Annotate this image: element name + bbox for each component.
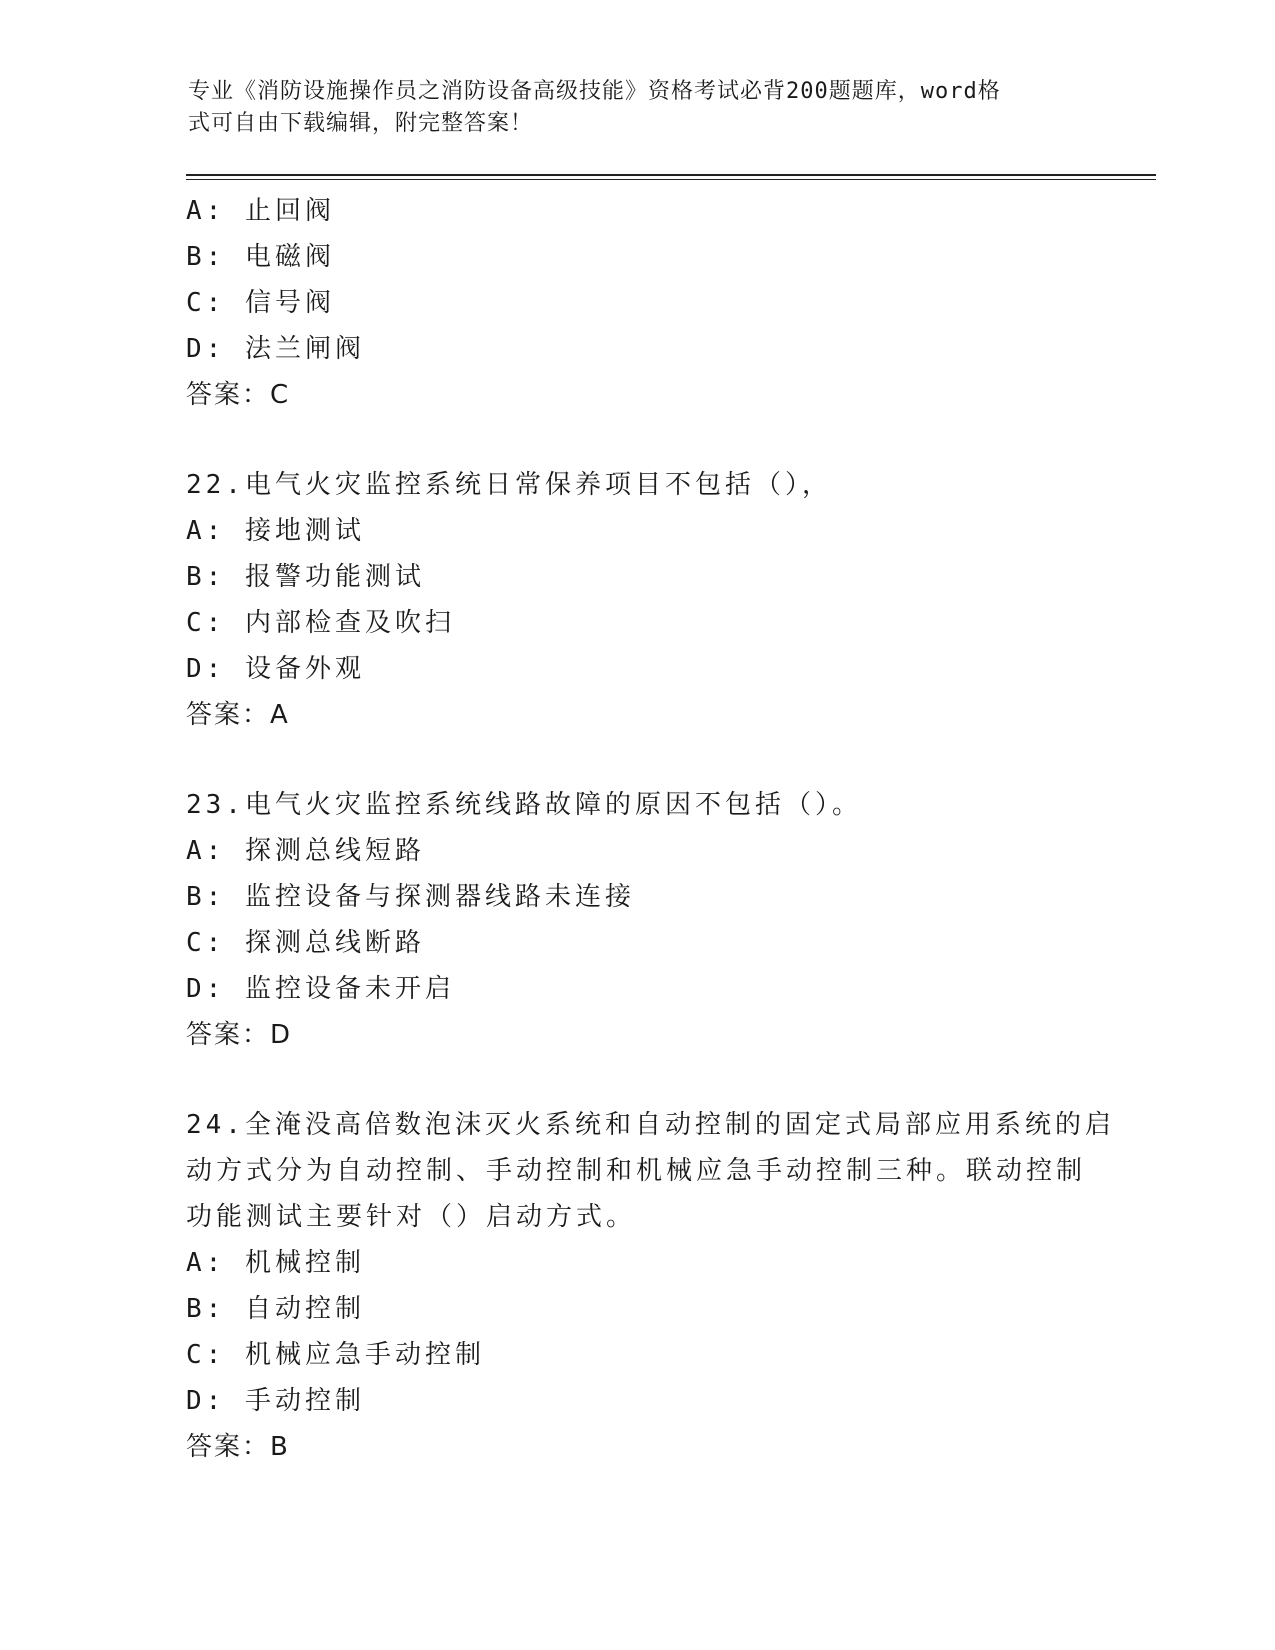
option-d: D: 设备外观 (186, 654, 365, 684)
header-rule-thick (186, 174, 1156, 176)
option-a: A: 接地测试 (186, 516, 365, 546)
header-line-1: 专业《消防设施操作员之消防设备高级技能》资格考试必背200题题库，word格 (188, 79, 1001, 104)
option-d: D: 手动控制 (186, 1386, 365, 1416)
question-text: 23.电气火灾监控系统线路故障的原因不包括（）。 (186, 790, 862, 820)
option-a: A: 止回阀 (186, 196, 335, 226)
option-c: C: 探测总线断路 (186, 928, 425, 958)
option-d: D: 监控设备未开启 (186, 974, 455, 1004)
header-line-2: 式可自由下载编辑，附完整答案！ (188, 111, 534, 136)
answer: 答案：D (186, 1020, 293, 1050)
question-text: 22.电气火灾监控系统日常保养项目不包括（）， (186, 470, 832, 500)
answer: 答案：B (186, 1432, 290, 1462)
option-b: B: 报警功能测试 (186, 562, 425, 592)
header-rule-thin (186, 179, 1156, 180)
question-block (186, 1102, 1115, 1470)
question-block (186, 782, 1076, 1058)
option-c: C: 机械应急手动控制 (186, 1340, 485, 1370)
option-c: C: 内部检查及吹扫 (186, 608, 455, 638)
question-text-line-2: 动方式分为自动控制、手动控制和机械应急手动控制三种。联动控制 (186, 1156, 1087, 1186)
question-text-line-3: 功能测试主要针对（）启动方式。 (186, 1202, 637, 1232)
question-list (186, 188, 1115, 1470)
option-b: B: 自动控制 (186, 1294, 365, 1324)
document-header (188, 76, 1068, 140)
option-a: A: 机械控制 (186, 1248, 365, 1278)
option-d: D: 法兰闸阀 (186, 334, 365, 364)
question-block (186, 462, 1076, 738)
option-b: B: 电磁阀 (186, 242, 335, 272)
answer: 答案：C (186, 380, 291, 410)
answer: 答案：A (186, 700, 290, 730)
question-block (186, 188, 1076, 418)
option-b: B: 监控设备与探测器线路未连接 (186, 882, 635, 912)
option-c: C: 信号阀 (186, 288, 335, 318)
question-text-line-1: 24.全淹没高倍数泡沫灭火系统和自动控制的固定式局部应用系统的启 (186, 1110, 1115, 1140)
option-a: A: 探测总线短路 (186, 836, 425, 866)
